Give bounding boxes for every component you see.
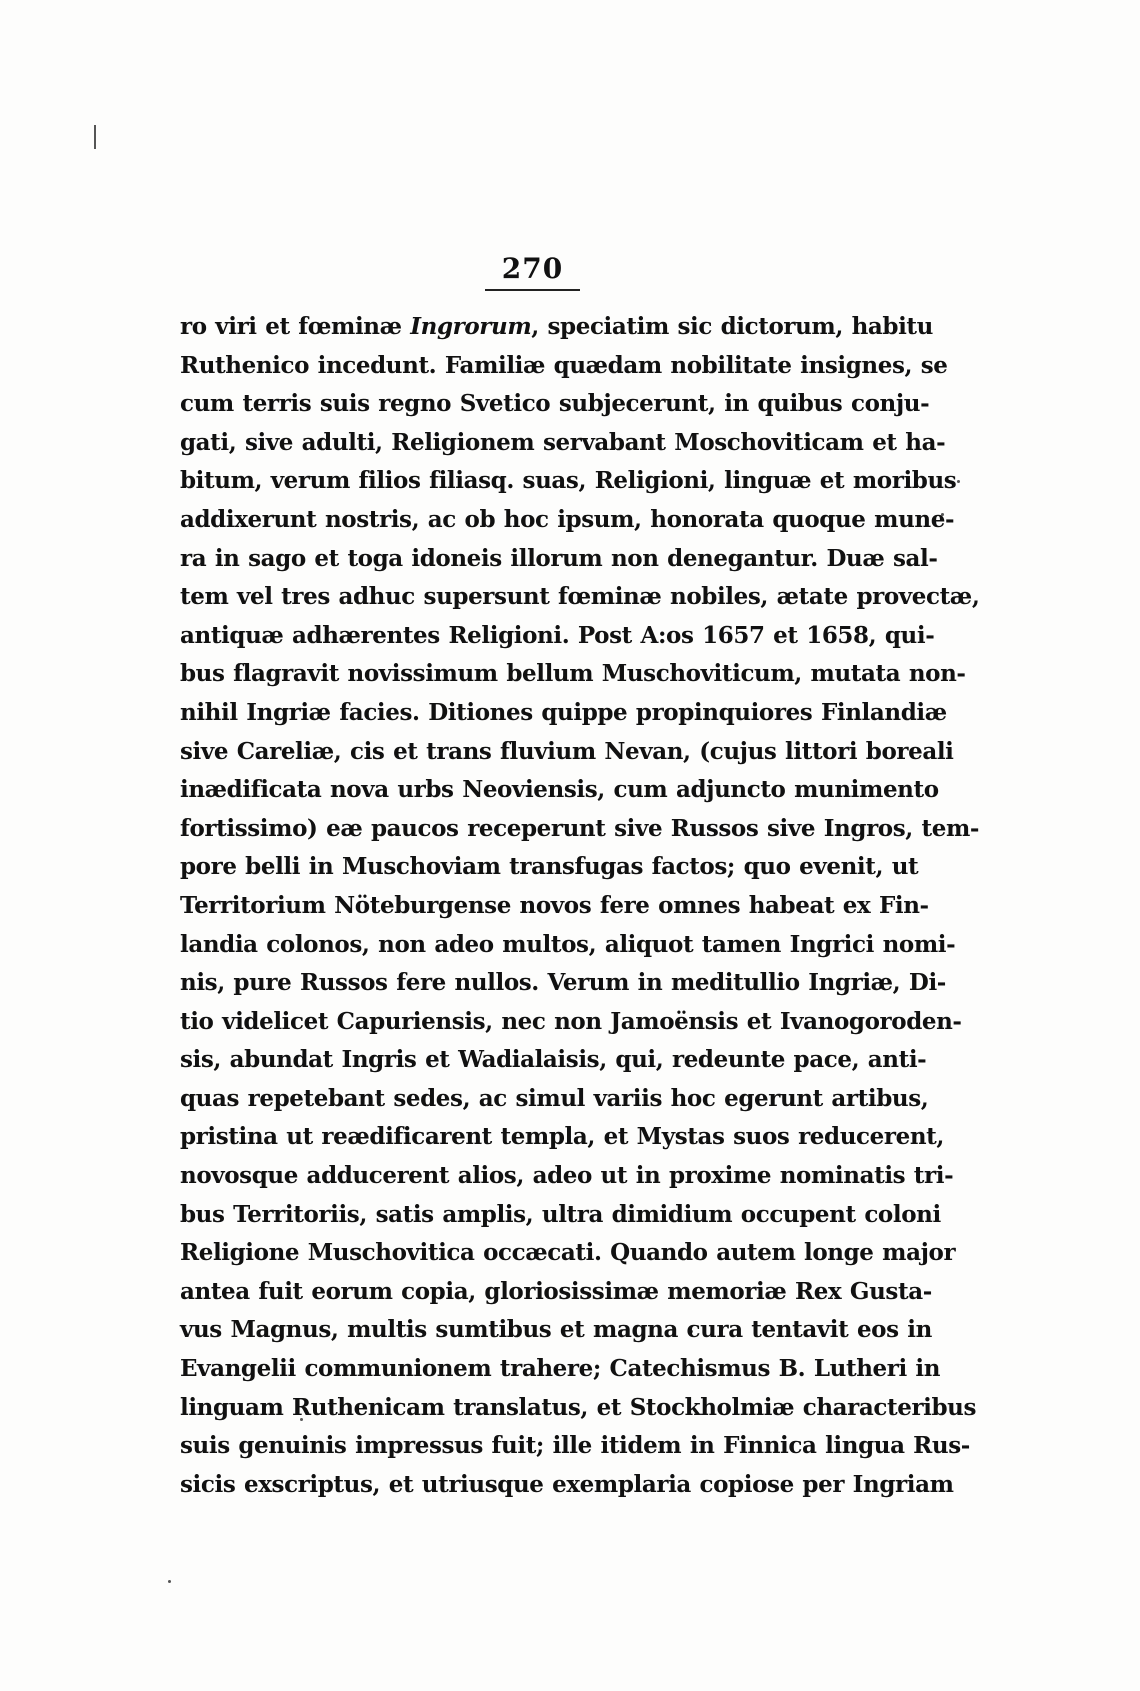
text-line (180, 1157, 954, 1196)
text-segment: antiquæ adhærentes Religioni. Post A:os 1657 et 1658, qui- (180, 621, 935, 649)
text-segment: Ruthenico incedunt. Familiæ quædam nobilitate insignes, se (180, 351, 948, 379)
text-line (180, 308, 933, 347)
text-segment: tio videlicet Capuriensis, nec non Jamoënsis et Ivanogoroden- (180, 1007, 962, 1035)
text-segment: inædificata nova urbs Neoviensis, cum adjuncto munimento (180, 776, 939, 804)
text-segment: fortissimo) eæ paucos receperunt sive Russos sive Ingros, tem- (180, 814, 980, 842)
text-line (180, 1273, 932, 1312)
text-line (180, 964, 946, 1003)
body-text (180, 308, 980, 1504)
text-line (180, 655, 966, 694)
text-segment: suis genuinis impressus fuit; ille itidem in Finnica lingua Rus- (180, 1432, 970, 1460)
speck-mark (957, 480, 960, 483)
text-segment: addixerunt nostris, ac ob hoc ipsum, honorata quoque mune- (180, 505, 955, 533)
text-line (180, 848, 919, 887)
text-segment: antea fuit eorum copia, gloriosissimæ memoriæ Rex Gusta- (180, 1277, 932, 1305)
text-line (180, 1003, 962, 1042)
text-segment: sicis exscriptus, et utriusque exemplaria copiose per Ingriam (180, 1470, 954, 1498)
text-segment: cum terris suis regno Svetico subjecerunt, in quibus conju- (180, 390, 930, 418)
text-segment: landia colonos, non adeo multos, aliquot tamen Ingrici nomi- (180, 930, 956, 958)
text-segment: sis, abundat Ingris et Wadialaisis, qui, redeunte pace, anti- (180, 1046, 927, 1074)
italic-text-segment: Ingrorum (410, 313, 532, 340)
text-segment: tem vel tres adhuc supersunt fœminæ nobiles, ætate provectæ, (180, 583, 980, 611)
text-line (180, 887, 929, 926)
text-segment: sive Careliæ, cis et trans fluvium Nevan, (cujus littori boreali (180, 737, 954, 765)
text-line (180, 462, 957, 501)
text-segment: gati, sive adulti, Religionem servabant Moschoviticam et ha- (180, 428, 946, 456)
text-line (180, 694, 947, 733)
text-line (180, 347, 948, 386)
text-line (180, 540, 938, 579)
text-line (180, 1311, 932, 1350)
text-line (180, 617, 935, 656)
text-segment: quas repetebant sedes, ac simul variis hoc egerunt artibus, (180, 1084, 929, 1112)
text-line (180, 424, 946, 463)
text-line (180, 1389, 977, 1428)
text-segment: , speciatim sic dictorum, habitu (531, 313, 933, 340)
text-line (180, 810, 980, 849)
text-line (180, 1041, 927, 1080)
text-line (180, 1080, 929, 1119)
text-line (180, 1118, 944, 1157)
text-segment: Evangelii communionem trahere; Catechismus B. Lutheri in (180, 1355, 941, 1383)
text-segment: Religione Muschovitica occæcati. Quando autem longe major (180, 1239, 956, 1267)
text-segment: pore belli in Muschoviam transfugas factos; quo evenit, ut (180, 853, 919, 881)
text-segment: bus flagravit novissimum bellum Muschoviticum, mutata non- (180, 660, 966, 688)
text-segment: nis, pure Russos fere nullos. Verum in meditullio Ingriæ, Di- (180, 969, 946, 997)
text-segment: ro viri et fœminæ (180, 313, 411, 340)
text-line (180, 1196, 941, 1235)
text-line (180, 733, 954, 772)
text-line (180, 926, 956, 965)
text-line (180, 501, 955, 540)
text-segment: vus Magnus, multis sumtibus et magna cura tentavit eos in (180, 1316, 932, 1344)
text-segment: Territorium Nöteburgense novos fere omnes habeat ex Fin- (180, 891, 929, 919)
text-segment: nihil Ingriæ facies. Ditiones quippe propinquiores Finlandiæ (180, 698, 947, 726)
speck-mark (168, 1580, 171, 1583)
text-segment: ra in sago et toga idoneis illorum non denegantur. Duæ sal- (180, 544, 938, 572)
text-segment: bus Territoriis, satis amplis, ultra dimidium occupent coloni (180, 1200, 941, 1228)
text-line (180, 1466, 954, 1505)
text-line (180, 1350, 941, 1389)
text-line (180, 578, 980, 617)
text-segment: pristina ut reædificarent templa, et Mystas suos reducerent, (180, 1123, 944, 1151)
text-segment: bitum, verum filios filiasq. suas, Religioni, linguæ et moribus (180, 467, 957, 495)
page-edge-mark (94, 125, 96, 149)
text-segment: novosque adducerent alios, adeo ut in proxime nominatis tri- (180, 1162, 954, 1190)
page-number: 270 (501, 252, 564, 285)
text-line (180, 1234, 956, 1273)
text-segment: linguam Ruthenicam translatus, et Stockholmiæ characteribus (180, 1393, 977, 1421)
text-line (180, 1427, 970, 1466)
text-line (180, 385, 930, 424)
text-line (180, 771, 939, 810)
page-number-rule (485, 289, 580, 291)
